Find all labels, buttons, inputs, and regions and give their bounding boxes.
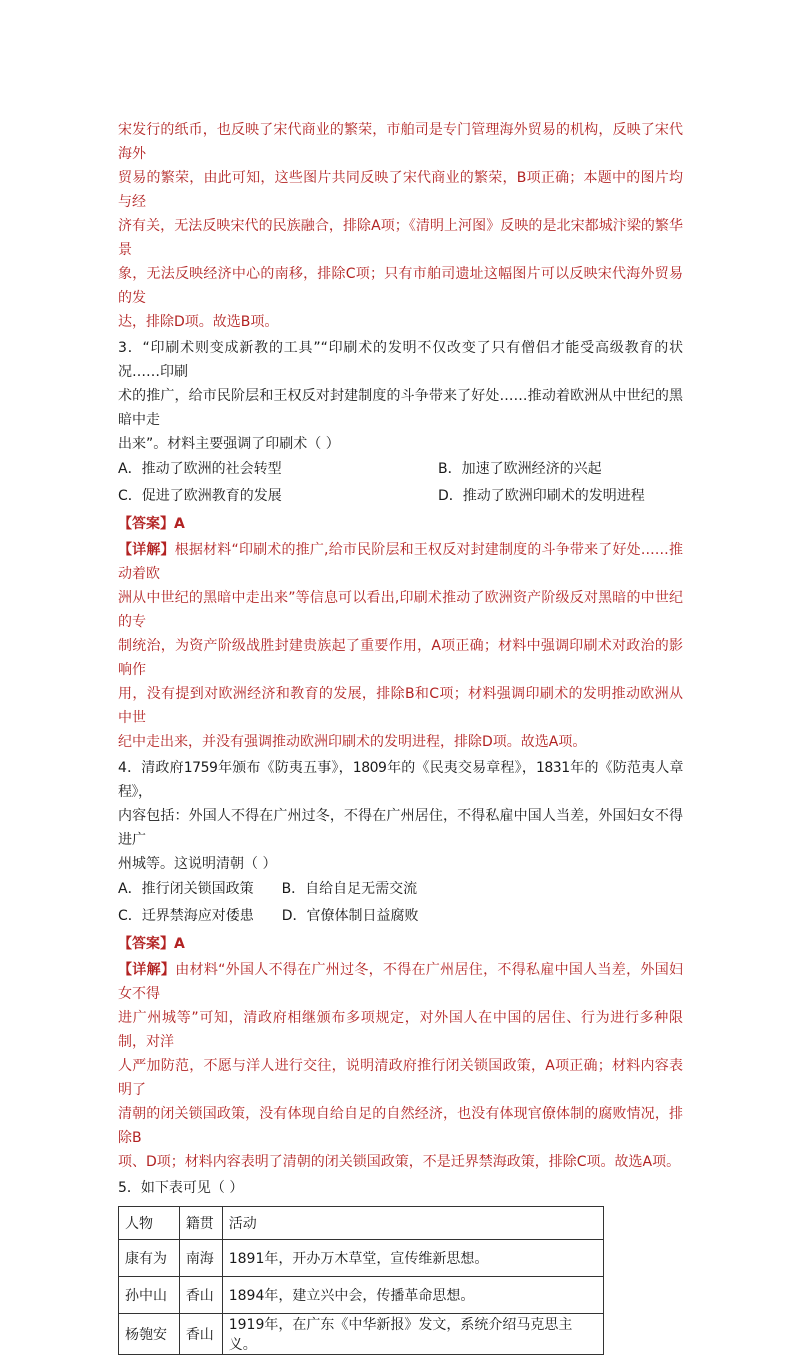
q4-options-row-2 — [118, 903, 683, 930]
q4-detail — [118, 958, 683, 1174]
q3-detail — [118, 538, 683, 754]
q4-answer-label: 【答案】 — [118, 936, 174, 952]
q4-option-d: D．官僚体制日益腐败 — [281, 908, 419, 924]
q4-detail-text: 由材料“外国人不得在广州过冬，不得在广州居住，不得私雇中国人当差，外国妇女不得 — [118, 962, 684, 1002]
question-3 — [118, 336, 683, 754]
q4-detail-line — [118, 958, 683, 1006]
document-page — [118, 118, 683, 1355]
q4-stem-line: 州城等。这说明清朝（ ） — [118, 856, 277, 872]
q3-detail-line: 制统治，为资产阶级战胜封建贵族起了重要作用，A项正确；材料中强调印刷术对政治的影响作 — [118, 638, 683, 678]
q3-detail-line: 洲从中世纪的黑暗中走出来”等信息可以看出,印刷术推动了欧洲资产阶级反对黑暗的中世纪的专 — [118, 590, 683, 630]
table-header-row — [119, 1207, 604, 1240]
q3-detail-label: 【详解】 — [118, 542, 175, 558]
table-cell: 杨匏安 — [119, 1314, 180, 1355]
q4-stem-line: 内容包括：外国人不得在广州过冬，不得在广州居住，不得私雇中国人当差，外国妇女不得进广 — [118, 808, 683, 848]
intro-line: 象，无法反映经济中心的南移，排除C项；只有市舶司遗址这幅图片可以反映宋代海外贸易的发 — [118, 266, 683, 306]
intro-explanation — [118, 118, 683, 334]
table-cell: 孙中山 — [119, 1277, 180, 1314]
q4-detail-line: 清朝的闭关锁国政策，没有体现自给自足的自然经济，也没有体现官僚体制的腐败情况，排除B — [118, 1106, 683, 1146]
q4-detail-line: 人严加防范，不愿与洋人进行交往，说明清政府推行闭关锁国政策，A项正确；材料内容表明了 — [118, 1058, 683, 1098]
intro-line: 贸易的繁荣，由此可知，这些图片共同反映了宋代商业的繁荣，B项正确；本题中的图片均与经 — [118, 170, 683, 210]
q3-answer-label: 【答案】 — [118, 516, 174, 532]
q3-stem-line: 3．“印刷术则变成新教的工具”“印刷术的发明不仅改变了只有僧侣才能受高级教育的状况……印刷 — [118, 340, 683, 380]
q3-detail-line: 纪中走出来，并没有强调推动欧洲印刷术的发明进程，排除D项。故选A项。 — [118, 734, 587, 750]
table-cell: 康有为 — [119, 1240, 180, 1277]
q4-option-c: C．迁界禁海应对倭患 — [118, 908, 254, 924]
q3-option-c: C．促进了欧洲教育的发展 — [118, 488, 282, 504]
question-5 — [118, 1176, 683, 1355]
q4-answer-value: A — [174, 936, 185, 952]
q3-detail-line: 用，没有提到对欧洲经济和教育的发展，排除B和C项；材料强调印刷术的发明推动欧洲从中世 — [118, 686, 683, 726]
table-cell: 1891年，开办万木草堂，宣传维新思想。 — [222, 1240, 603, 1277]
q4-detail-line: 进广州城等”可知，清政府相继颁布多项规定，对外国人在中国的居住、行为进行多种限制，对洋 — [118, 1010, 683, 1050]
q4-options-row-1 — [118, 876, 683, 903]
table-header-cell: 籍贯 — [179, 1207, 222, 1240]
q5-stem: 5．如下表可见（ ） — [118, 1180, 244, 1196]
intro-line: 达，排除D项。故选B项。 — [118, 314, 279, 330]
q4-option-a: A．推行闭关锁国政策 — [118, 881, 254, 897]
q3-detail-text: 根据材料“印刷术的推广,给市民阶层和王权反对封建制度的斗争带来了好处……推动着欧 — [118, 542, 683, 582]
q3-answer — [118, 510, 683, 538]
q4-stem-line: 4．清政府1759年颁布《防夷五事》，1809年的《民夷交易章程》，1831年的《防范夷人章程》， — [118, 760, 683, 800]
table-cell: 南海 — [179, 1240, 222, 1277]
q4-detail-line: 项、D项；材料内容表明了清朝的闭关锁国政策，不是迁界禁海政策，排除C项。故选A项。 — [118, 1154, 681, 1170]
table-header-cell: 人物 — [119, 1207, 180, 1240]
q5-table — [118, 1206, 604, 1355]
table-cell: 1894年，建立兴中会，传播革命思想。 — [222, 1277, 603, 1314]
table-cell: 1919年，在广东《中华新报》发文，系统介绍马克思主义。 — [222, 1314, 603, 1355]
intro-line: 济有关，无法反映宋代的民族融合，排除A项；《清明上河图》反映的是北宋都城汴梁的繁华景 — [118, 218, 683, 258]
q3-options-row-1 — [118, 456, 683, 483]
q3-stem-line: 术的推广，给市民阶层和王权反对封建制度的斗争带来了好处……推动着欧洲从中世纪的黑暗中走 — [118, 388, 683, 428]
q3-options-row-2 — [118, 483, 683, 510]
q3-option-a: A．推动了欧洲的社会转型 — [118, 461, 282, 477]
table-cell: 香山 — [179, 1314, 222, 1355]
q4-answer — [118, 930, 683, 958]
q3-option-d: D．推动了欧洲印刷术的发明进程 — [438, 488, 645, 504]
table-header-cell: 活动 — [222, 1207, 603, 1240]
q3-stem-line: 出来”。材料主要强调了印刷术（ ） — [118, 436, 340, 452]
question-4 — [118, 756, 683, 1174]
q4-detail-label: 【详解】 — [118, 962, 176, 978]
table-row — [119, 1240, 604, 1277]
q4-option-b: B．自给自足无需交流 — [281, 881, 418, 897]
table-row — [119, 1314, 604, 1355]
q3-option-b: B．加速了欧洲经济的兴起 — [438, 461, 602, 477]
table-row — [119, 1277, 604, 1314]
q3-answer-value: A — [174, 516, 185, 532]
intro-line: 宋发行的纸币，也反映了宋代商业的繁荣，市舶司是专门管理海外贸易的机构，反映了宋代海外 — [118, 122, 683, 162]
q3-detail-line — [118, 538, 683, 586]
table-cell: 香山 — [179, 1277, 222, 1314]
